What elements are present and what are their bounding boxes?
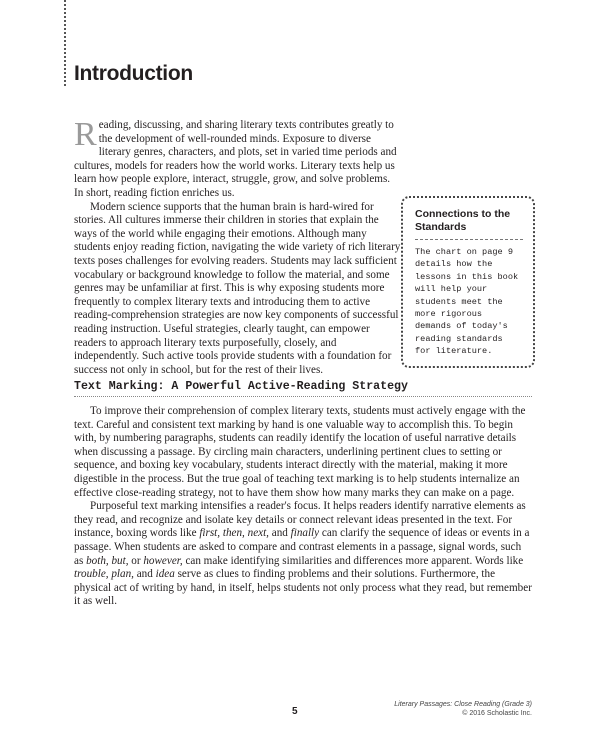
signal-word: both, bbox=[86, 554, 109, 567]
section-heading: Text Marking: A Powerful Active-Reading Strategy bbox=[74, 380, 532, 397]
text-run: and bbox=[268, 527, 291, 540]
footer-book-title: Literary Passages: Close Reading (Grade 3) bbox=[394, 701, 532, 708]
signal-word: but, bbox=[111, 554, 129, 567]
signal-word: plan, bbox=[111, 568, 134, 581]
page-title: Introduction bbox=[74, 62, 193, 85]
footer-copyright: © 2016 Scholastic Inc. bbox=[462, 710, 532, 717]
page-number: 5 bbox=[292, 706, 298, 717]
signal-word: finally bbox=[290, 527, 320, 540]
intro-paragraph-2: Modern science supports that the human brain is hard-wired for stories. All cultures immerse their children in stories that explain the ways of the world while engaging their emotions. Although many students enjoy reading fiction, navigating the wide variety of rich literary texts poses challenges for evolving readers. Students may lack sufficient vocabulary or background knowledge to follow the material, and some genres may be unfamiliar at first. This is why exposing students more frequently to complex literary texts and introducing them to active reading-comprehension strategies are now key components of successful reading instruction. Useful strategies, clearly taught, can empower readers to approach literary texts purposefully, closely, and independently. Such active tools provide students with a foundation for success not only in school, but for the rest of their lives. bbox=[74, 200, 401, 376]
dotted-margin-rule bbox=[64, 0, 66, 86]
section-column bbox=[74, 405, 532, 609]
signal-word: idea bbox=[155, 568, 175, 581]
intro-column bbox=[74, 116, 402, 377]
footer-credit bbox=[394, 700, 532, 718]
drop-cap: R bbox=[74, 116, 97, 153]
section-paragraph-2 bbox=[74, 500, 532, 609]
text-run: and bbox=[133, 568, 156, 581]
text-run: or bbox=[128, 554, 144, 567]
text-run: can make identifying similarities and differences more apparent. Words like bbox=[182, 554, 524, 567]
sidebar-body: The chart on page 9 details how the lessons in this book will help your students meet the more rigorous demands of today's reading standards for literature. bbox=[415, 247, 519, 357]
text-run: serve as clues to finding problems and their solutions. Furthermore, the physical act of writing by hand, in itself, helps students not only process what they read, but remember it as well. bbox=[74, 568, 532, 608]
sidebar-title: Connections to the Standards bbox=[415, 208, 523, 240]
text-run: can clarify the sequence of ideas or events in a passage. When students are asked to compare and contrast elements in a passage, signal words, such as bbox=[74, 527, 530, 567]
signal-word: however, bbox=[143, 554, 183, 567]
intro-paragraph-1 bbox=[74, 116, 402, 201]
standards-sidebar bbox=[401, 196, 535, 368]
signal-word: trouble, bbox=[74, 568, 109, 581]
signal-word: next, bbox=[247, 527, 269, 540]
intro-paragraph-1-text: eading, discussing, and sharing literary texts contributes greatly to the development of well-rounded minds. Exposure to diverse literary genres, characters, and plots, set in varied time periods and cultures, models for readers how the world works. Literary texts help us learn how people explore, interact, struggle, grow, and solve problems. In short, reading fiction enriches us. bbox=[74, 119, 397, 199]
signal-word: then, bbox=[222, 527, 245, 540]
text-run: Purposeful text marking intensifies a reader's focus. It helps readers identify narrative elements as they read, and recognize and isolate key details or connect relevant ideas presented in the text. For instance, boxing words like bbox=[74, 500, 526, 540]
section-paragraph-1: To improve their comprehension of complex literary texts, students must actively engage with the text. Careful and consistent text marking by hand is one valuable way to accomplish this. To begin with, by numbering paragraphs, students can readily identify the location of useful narrative details when discussing a passage. By circling main characters, underlining pertinent clues to setting or sequence, and boxing key vocabulary, students interact directly with the material, making it more digestible in the process. But the true goal of teaching text marking is to help students internalize an effective close-reading strategy, not to have them show how many marks they can make on a page. bbox=[74, 405, 526, 499]
signal-word: first, bbox=[199, 527, 221, 540]
